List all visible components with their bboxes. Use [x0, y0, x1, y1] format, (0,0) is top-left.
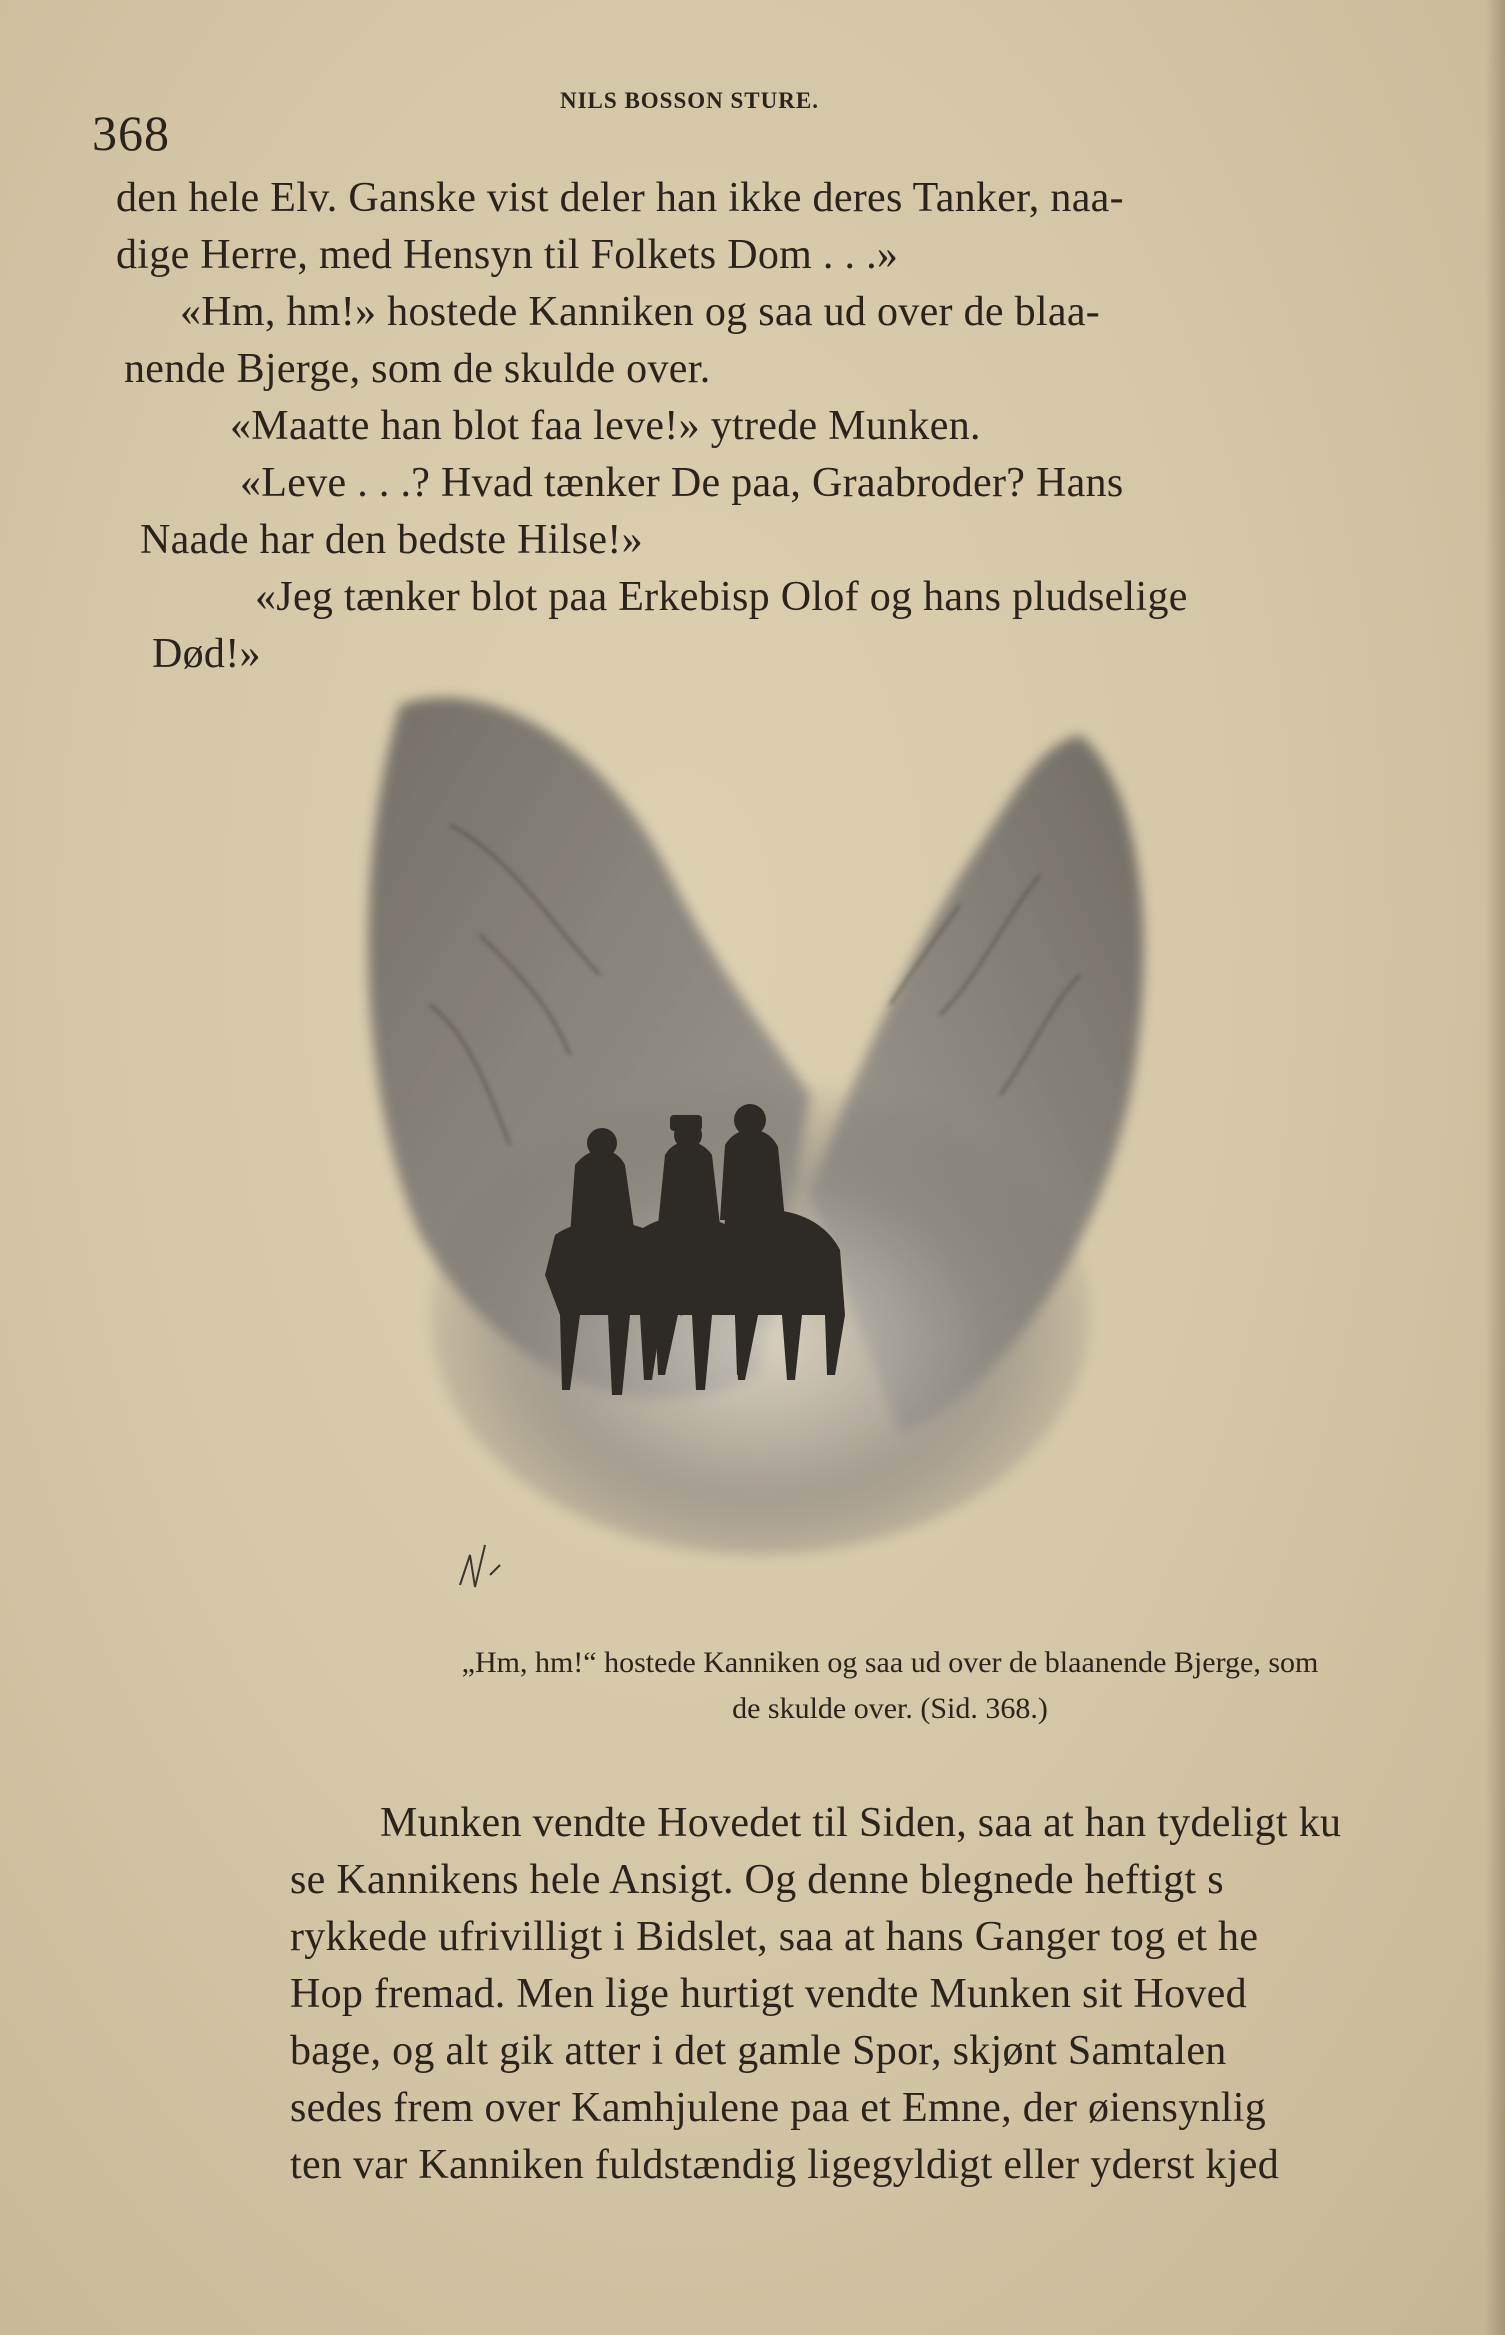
page-number: 368: [92, 105, 170, 161]
running-head: NILS BOSSON STURE.: [560, 88, 819, 113]
text-line: «Leve . . .? Hvad tænker De paa, Graabroder? Hans: [240, 460, 1124, 506]
body-text-bottom: [290, 1795, 1505, 2194]
text-line: rykkede ufrivilligt i Bidslet, saa at hans Ganger tog et he: [290, 1914, 1259, 1960]
text-line: «Jeg tænker blot paa Erkebisp Olof og hans pludselige: [255, 574, 1188, 620]
body-text-top: [110, 170, 1410, 683]
text-line: dige Herre, med Hensyn til Folkets Dom . . .»: [116, 232, 899, 278]
caption-line: „Hm, hm!“ hostede Kanniken og saa ud over de blaanende Bjerge, som: [461, 1646, 1319, 1679]
text-line: Hop fremad. Men lige hurtigt vendte Munken sit Hoved: [290, 1971, 1247, 2017]
text-line: nende Bjerge, som de skulde over.: [124, 346, 711, 392]
text-line: Død!»: [152, 631, 261, 677]
caption-line: de skulde over. (Sid. 368.): [732, 1692, 1048, 1725]
text-line: «Hm, hm!» hostede Kanniken og saa ud over de blaa-: [180, 289, 1101, 335]
illustration-riders-in-mountains: [340, 675, 1160, 1605]
text-line: ten var Kanniken fuldstændig ligegyldigt eller yderst kjed: [290, 2142, 1280, 2188]
text-line: bage, og alt gik atter i det gamle Spor, skjønt Samtalen: [290, 2028, 1227, 2074]
text-line: sedes frem over Kamhjulene paa et Emne, der øiensynlig: [290, 2085, 1267, 2131]
illustration-caption: [300, 1640, 1480, 1732]
text-line: Naade har den bedste Hilse!»: [140, 517, 643, 563]
text-line: «Maatte han blot faa leve!» ytrede Munken.: [230, 403, 981, 449]
text-line: den hele Elv. Ganske vist deler han ikke deres Tanker, naa-: [116, 175, 1124, 221]
text-line: se Kannikens hele Ansigt. Og denne blegnede heftigt s: [290, 1857, 1224, 1903]
text-line: Munken vendte Hovedet til Siden, saa at han tydeligt ku: [380, 1800, 1342, 1846]
page-edge-shadow: [1485, 0, 1505, 2335]
